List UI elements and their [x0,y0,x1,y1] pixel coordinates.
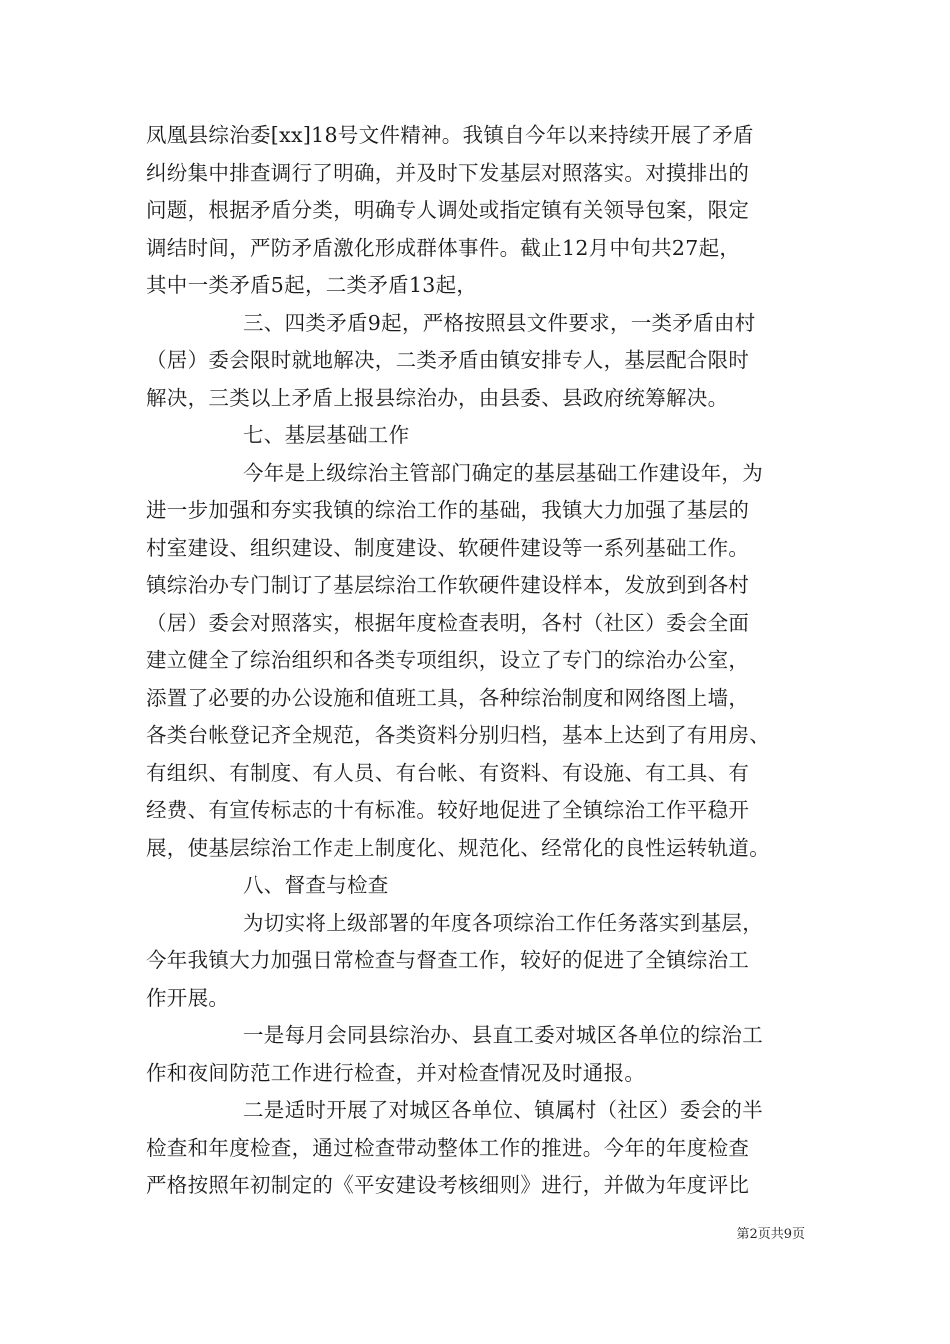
text-line: （居）委会对照落实，根据年度检查表明，各村（社区）委会全面 [146,610,750,635]
text-line: 凤凰县综治委[xx]18号文件精神。我镇自今年以来持续开展了矛盾 [146,123,754,147]
text-line: 作和夜间防范工作进行检查，并对检查情况及时通报。 [146,1060,646,1085]
section-heading: 七、基层基础工作 [243,423,410,447]
text-line: 调结时间，严防矛盾激化形成群体事件。截止12月中旬共27起， [146,235,741,260]
text-line: 镇综治办专门制订了基层综治工作软硬件建设样本，发放到到各村 [146,573,750,597]
paragraph-start-line: 二是适时开展了对城区各单位、镇属村（社区）委会的半 [243,1098,763,1122]
text-line: 今年我镇大力加强日常检查与督查工作，较好的促进了全镇综治工 [146,948,750,972]
text-line: 问题，根据矛盾分类，明确专人调处或指定镇有关领导包案，限定 [146,198,750,222]
document-body [146,117,826,1205]
text-line: （居）委会限时就地解决，二类矛盾由镇安排专人，基层配合限时 [146,348,750,372]
paragraph-start-line: 一是每月会同县综治办、县直工委对城区各单位的综治工 [243,1023,763,1047]
text-line: 检查和年度检查，通过检查带动整体工作的推进。今年的年度检查 [146,1135,750,1160]
page-number: 第2页共9页 [736,1227,805,1242]
paragraph-start-line: 今年是上级综治主管部门确定的基层基础工作建设年，为 [243,460,763,485]
paragraph-start-line: 为切实将上级部署的年度各项综治工作任务落实到基层， [243,910,763,935]
text-line: 建立健全了综治组织和各类专项组织，设立了专门的综治办公室， [146,648,750,672]
section-heading: 八、督查与检查 [243,873,389,897]
text-line: 其中一类矛盾5起，二类矛盾13起， [146,273,478,297]
text-line: 解决，三类以上矛盾上报县综治办，由县委、县政府统筹解决。 [146,385,729,410]
text-line: 纠纷集中排查调行了明确，并及时下发基层对照落实。对摸排出的 [146,160,750,185]
text-line: 添置了必要的办公设施和值班工具，各种综治制度和网络图上墙， [146,685,750,710]
text-line: 作开展。 [146,985,230,1010]
text-line: 严格按照年初制定的《平安建设考核细则》进行，并做为年度评比 [146,1173,750,1197]
text-line: 各类台帐登记齐全规范，各类资料分别归档，基本上达到了有用房、 [146,723,770,747]
text-line: 村室建设、组织建设、制度建设、软硬件建设等一系列基础工作。 [146,535,750,560]
text-line: 进一步加强和夯实我镇的综治工作的基础，我镇大力加强了基层的 [146,498,750,522]
text-line: 有组织、有制度、有人员、有台帐、有资料、有设施、有工具、有 [146,760,750,785]
text-line: 经费、有宣传标志的十有标准。较好地促进了全镇综治工作平稳开 [146,798,750,822]
paragraph-start-line: 三、四类矛盾9起，严格按照县文件要求，一类矛盾由村 [243,310,756,335]
text-line: 展，使基层综治工作走上制度化、规范化、经常化的良性运转轨道。 [146,835,770,860]
